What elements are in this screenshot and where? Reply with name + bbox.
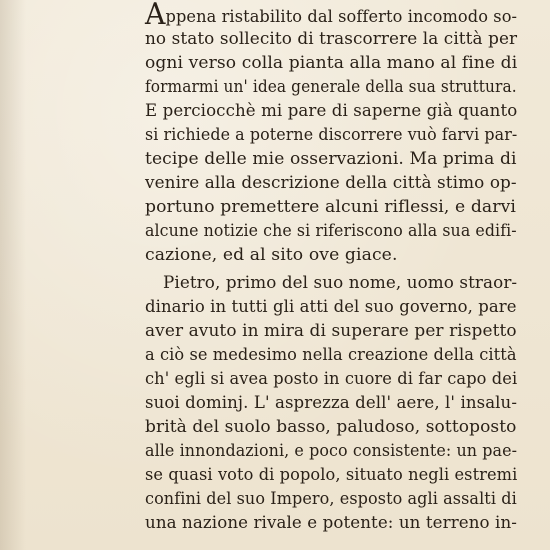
line-text: ppena ristabilito dal sofferto incomodo so-	[165, 7, 518, 27]
text-line: suoi dominj. L' asprezza dell' aere, l' insalu-	[145, 393, 518, 413]
text-line: formarmi un' idea generale della sua struttura.	[145, 77, 517, 97]
text-line: portuno premettere alcuni riflessi, e darvi	[145, 197, 517, 217]
text-line: E perciocchè mi pare di saperne già quanto	[145, 101, 518, 121]
text-line: dinario in tutti gli atti del suo governo, pare	[145, 297, 517, 317]
text-line: cazione, ed al sito ove giace.	[145, 245, 398, 265]
text-line: alle innondazioni, e poco consistente: un pae-	[145, 441, 518, 461]
text-line: Pietro, primo del suo nome, uomo straor-	[163, 273, 518, 293]
text-line: si richiede a poterne discorrere vuò farvi par-	[145, 125, 518, 145]
text-line: venire alla descrizione della città stimo op-	[145, 173, 517, 193]
page-gutter-shadow	[0, 0, 26, 550]
text-line: confini del suo Impero, esposto agli assalti di	[145, 489, 517, 509]
text-line: aver avuto in mira di superare per rispetto	[145, 321, 517, 341]
drop-cap: A	[145, 0, 166, 32]
text-line: se quasi voto di popolo, situato negli estremi	[145, 465, 518, 485]
text-line	[145, 0, 517, 30]
text-line: alcune notizie che si riferiscono alla sua edifi-	[145, 221, 517, 241]
text-line: brità del suolo basso, paludoso, sottoposto	[145, 417, 517, 437]
text-line: tecipe delle mie osservazioni. Ma prima di	[145, 149, 517, 169]
text-line: una nazione rivale e potente: un terreno in-	[145, 513, 518, 533]
text-line: a ciò se medesimo nella creazione della città	[145, 345, 517, 365]
text-line: ch' egli si avea posto in cuore di far capo dei	[145, 369, 518, 389]
text-line: no stato sollecito di trascorrere la città per	[145, 29, 518, 49]
text-line: ogni verso colla pianta alla mano al fine di	[145, 53, 518, 73]
